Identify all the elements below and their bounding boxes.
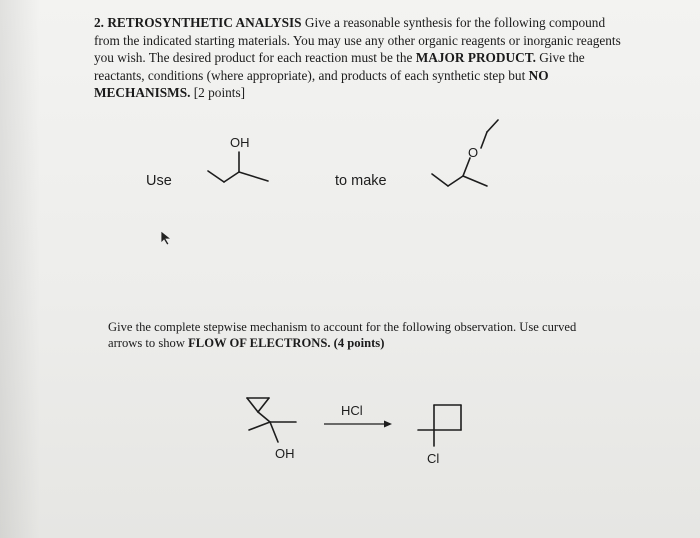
bond [224, 172, 239, 182]
starting-material-structure [200, 130, 280, 190]
to-make-label: to make [335, 173, 387, 189]
product-cyclobutyl-chloride-structure [413, 400, 473, 470]
reagent-label: HCl [341, 403, 363, 418]
bond [258, 412, 270, 422]
bond [208, 171, 224, 182]
flow-of-electrons-bold: FLOW OF ELECTRONS. [188, 336, 331, 350]
hydroxyl-label: OH [230, 135, 250, 150]
ring-bond [247, 398, 258, 412]
chloride-label: Cl [427, 451, 440, 466]
arrow-head [384, 421, 392, 428]
points-label: [2 points] [190, 85, 246, 100]
oxygen-label: O [468, 145, 479, 160]
bond [239, 172, 268, 181]
question-heading: RETROSYNTHETIC ANALYSIS [107, 15, 302, 30]
ring-bond [258, 398, 269, 412]
bond-to-oxygen [463, 158, 470, 176]
bond [432, 174, 448, 186]
bond [487, 120, 498, 132]
bond [448, 176, 463, 186]
use-label: Use [146, 173, 172, 189]
question-number: 2. [94, 15, 104, 30]
major-product-bold: MAJOR PRODUCT. [415, 50, 536, 65]
product-ether-structure [425, 112, 520, 197]
mechanism-text: Give the complete stepwise mechanism to account for the following observation. Use curved arrows to show [108, 320, 577, 350]
hydroxyl-label: OH [275, 446, 295, 461]
question-2-retrosynthesis [94, 14, 624, 102]
page-shadow [0, 0, 40, 538]
reactant-cyclopropyl-alcohol-structure [238, 393, 308, 463]
no-mechanisms-bold: NO MECHANISMS. [94, 67, 549, 100]
bond-to-oh [270, 422, 278, 442]
question-text-part-1: Give a reasonable synthesis for the following compound from the indicated starting materials. You may use any other organic reagents or inorganic reagents you wish. The desired product for each reaction must be the [94, 15, 621, 65]
question-mechanism [108, 319, 598, 351]
reaction-arrow [320, 400, 400, 432]
bond [463, 176, 487, 186]
question-text-part-2: Give the reactants, conditions (where appropriate), and products of each synthetic step but [94, 50, 585, 83]
bond [249, 422, 270, 430]
mechanism-points: (4 points) [330, 336, 385, 350]
mouse-cursor-icon [160, 230, 174, 246]
bond-from-oxygen [481, 132, 487, 148]
